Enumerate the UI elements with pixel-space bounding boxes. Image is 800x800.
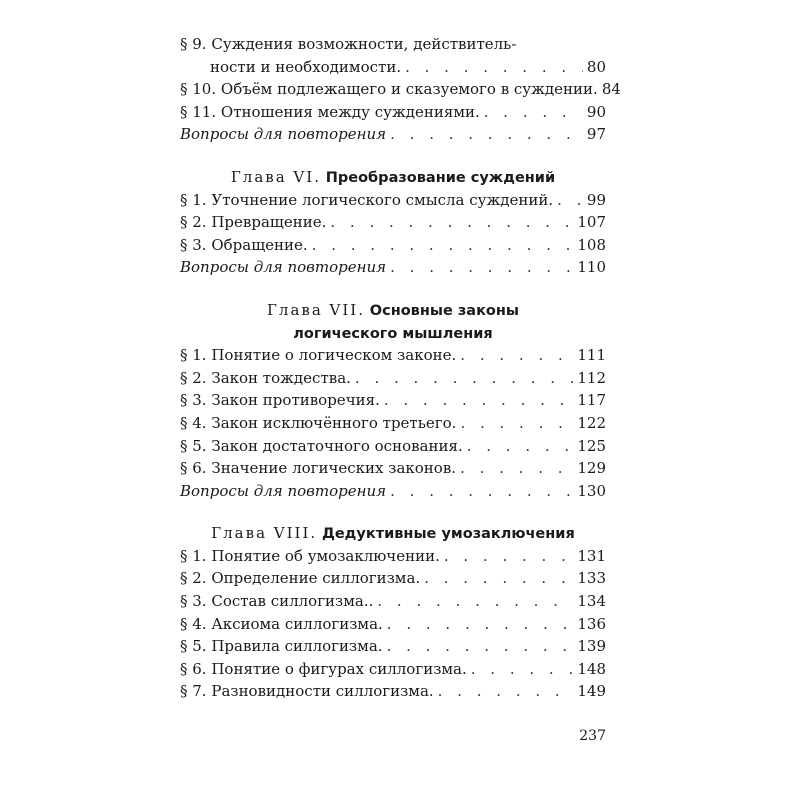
- toc-entry: [180, 457, 606, 480]
- leader-dots: [467, 435, 574, 458]
- leader-dots: [387, 635, 574, 658]
- toc-entry-title: § 3. Обращение.: [180, 235, 308, 254]
- chapter-heading: [180, 166, 606, 189]
- chapter-label: Глава VIII.: [211, 524, 318, 543]
- toc-entry-title: § 6. Значение логических законов.: [180, 459, 457, 478]
- toc-entry: [180, 78, 621, 101]
- toc-entry-title: § 2. Закон тождества.: [180, 368, 351, 387]
- chapter-label: Глава VI.: [230, 167, 321, 186]
- toc-entry-title: § 3. Состав силлогизма..: [180, 592, 374, 611]
- toc-entry: [180, 635, 606, 658]
- toc-entry: [180, 567, 606, 590]
- toc-entry: [180, 590, 606, 613]
- toc-entry: [180, 658, 606, 681]
- toc-entry-page: 148: [577, 659, 606, 678]
- toc-entry-title: ности и необходимости.: [210, 57, 402, 76]
- toc-entry: [180, 613, 606, 636]
- toc-entry-page: 134: [577, 592, 606, 611]
- toc-entry-title: Вопросы для повторения: [180, 481, 387, 500]
- toc-entry-title: § 1. Понятие о логическом законе.: [180, 346, 457, 365]
- toc-entry-page: 97: [586, 125, 606, 144]
- leader-dots: [471, 658, 574, 681]
- leader-dots: [390, 123, 583, 146]
- toc-entry-page: 84: [601, 80, 621, 99]
- toc-entry-page: 90: [586, 102, 606, 121]
- chapter-heading-continued: [180, 322, 606, 345]
- toc-entry-title: § 3. Закон противоречия.: [180, 391, 380, 410]
- toc-questions: [180, 480, 606, 503]
- table-of-contents: [180, 33, 621, 703]
- toc-entry-title: § 2. Определение силлогизма.: [180, 569, 421, 588]
- leader-dots: [312, 234, 574, 257]
- page-number: 237: [579, 728, 606, 744]
- toc-entry-title: § 6. Понятие о фигурах силлогизма.: [180, 659, 467, 678]
- leader-dots: [330, 211, 573, 234]
- toc-entry: [180, 234, 606, 257]
- toc-entry: [180, 367, 606, 390]
- toc-entry-title: § 7. Разновидности силлогизма.: [180, 682, 434, 701]
- leader-dots: [405, 56, 583, 79]
- toc-questions: [180, 123, 606, 146]
- toc-entry-page: 111: [577, 346, 606, 365]
- toc-entry-page: 122: [577, 413, 606, 432]
- toc-entry-title: § 1. Уточнение логического смысла суждений.: [180, 190, 554, 209]
- toc-entry: [180, 435, 606, 458]
- toc-entry: [180, 412, 606, 435]
- toc-entry-title: § 5. Правила силлогизма.: [180, 637, 383, 656]
- toc-entry-page: 136: [577, 614, 606, 633]
- leader-dots: [377, 590, 573, 613]
- leader-dots: [557, 189, 583, 212]
- toc-entry-page: 139: [577, 637, 606, 656]
- toc-entry-page: 149: [577, 682, 606, 701]
- toc-entry-page: 110: [577, 258, 606, 277]
- leader-dots: [460, 457, 573, 480]
- leader-dots: [424, 567, 573, 590]
- chapter-title: Преобразование суждений: [325, 169, 556, 186]
- leader-dots: [384, 389, 574, 412]
- toc-entry-page: 99: [586, 190, 606, 209]
- toc-entry-page: 130: [577, 481, 606, 500]
- toc-questions: [180, 256, 606, 279]
- toc-entry-title: Вопросы для повторения: [180, 258, 387, 277]
- toc-entry-title: § 1. Понятие об умозаключении.: [180, 546, 440, 565]
- toc-entry: [180, 344, 606, 367]
- leader-dots: [390, 480, 573, 503]
- toc-entry-title: § 4. Аксиома силлогизма.: [180, 614, 383, 633]
- toc-entry: [180, 189, 606, 212]
- toc-entry-title: § 9. Суждения возможности, действитель-: [180, 35, 517, 53]
- toc-entry-page: 133: [577, 569, 606, 588]
- toc-entry-title: § 4. Закон исключённого третьего.: [180, 413, 457, 432]
- leader-dots: [390, 256, 573, 279]
- leader-dots: [444, 545, 574, 568]
- leader-dots: [387, 613, 574, 636]
- toc-entry-title: § 11. Отношения между суждениями.: [180, 102, 480, 121]
- toc-entry: [180, 56, 606, 79]
- toc-entry-page: 129: [577, 459, 606, 478]
- toc-entry: [180, 389, 606, 412]
- toc-entry-page: 117: [577, 391, 606, 410]
- toc-entry-page: 131: [577, 546, 606, 565]
- toc-entry: [180, 33, 606, 56]
- toc-entry-page: 107: [577, 213, 606, 232]
- leader-dots: [484, 101, 583, 124]
- toc-entry: [180, 680, 606, 703]
- leader-dots: [355, 367, 573, 390]
- toc-entry: [180, 545, 606, 568]
- leader-dots: [438, 680, 574, 703]
- chapter-heading: [180, 522, 606, 545]
- leader-dots: [460, 344, 573, 367]
- leader-dots: [460, 412, 573, 435]
- toc-entry-title: Вопросы для повторения: [180, 125, 387, 144]
- toc-entry-page: 112: [577, 368, 606, 387]
- chapter-title: Основные законы: [369, 302, 520, 319]
- toc-entry: [180, 101, 606, 124]
- toc-entry-title: § 2. Превращение.: [180, 213, 327, 232]
- toc-entry-title: § 5. Закон достаточного основания.: [180, 436, 463, 455]
- toc-entry-page: 125: [577, 436, 606, 455]
- chapter-label: Глава VII.: [266, 300, 365, 319]
- toc-entry: [180, 211, 606, 234]
- chapter-title: Дедуктивные умозаключения: [321, 526, 575, 543]
- chapter-title: логического мышления: [293, 325, 493, 342]
- toc-entry-page: 108: [577, 235, 606, 254]
- toc-entry-title: § 10. Объём подлежащего и сказуемого в суждении.: [180, 80, 598, 99]
- toc-entry-page: 80: [586, 57, 606, 76]
- chapter-heading: [180, 299, 606, 322]
